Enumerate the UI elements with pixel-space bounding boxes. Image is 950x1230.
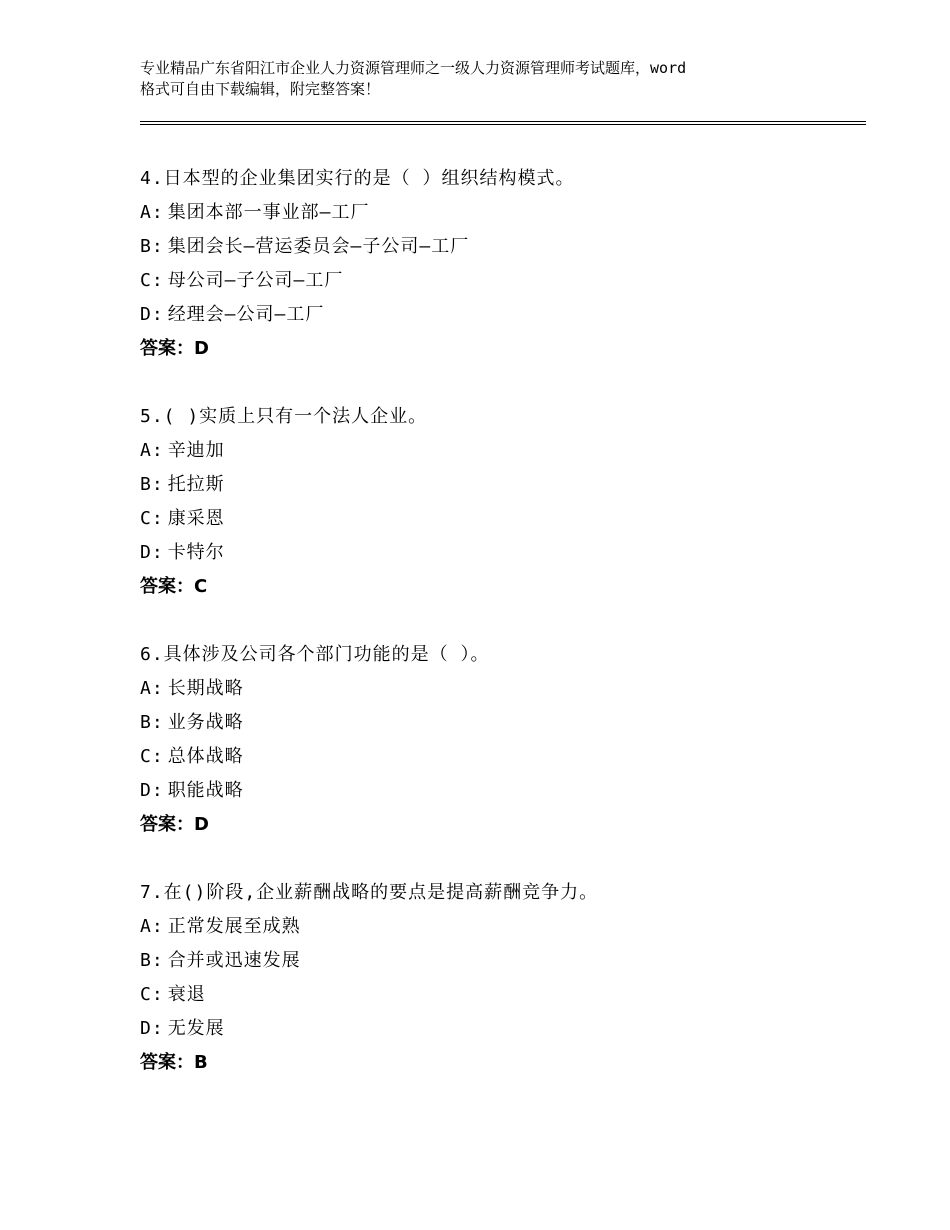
option-key: B: bbox=[140, 950, 164, 971]
option-key: B: bbox=[140, 474, 164, 495]
option-key: B: bbox=[140, 712, 164, 733]
option-key: A: bbox=[140, 678, 164, 699]
question-stem: 5.( )实质上只有一个法人企业。 bbox=[140, 406, 428, 427]
option-a bbox=[140, 196, 860, 230]
header-title-line-2: 格式可自由下载编辑，附完整答案！ bbox=[140, 80, 381, 98]
document-header bbox=[140, 58, 840, 100]
option-text: 职能战略 bbox=[167, 780, 244, 801]
answer-label: 答案：C bbox=[140, 576, 208, 597]
option-key: A: bbox=[140, 440, 164, 461]
option-text: 总体战略 bbox=[167, 746, 244, 767]
header-divider-bottom bbox=[140, 124, 866, 125]
option-a bbox=[140, 672, 860, 706]
option-key: B: bbox=[140, 236, 164, 257]
option-text: 托拉斯 bbox=[167, 474, 225, 495]
option-text: 合并或迅速发展 bbox=[167, 950, 301, 971]
option-text: 集团本部一事业部—工厂 bbox=[167, 202, 370, 223]
option-c bbox=[140, 740, 860, 774]
option-b bbox=[140, 944, 860, 978]
answer-label: 答案：B bbox=[140, 1052, 208, 1073]
question-stem: 4.日本型的企业集团实行的是（ ）组织结构模式。 bbox=[140, 168, 575, 189]
option-b bbox=[140, 230, 860, 264]
option-key: D: bbox=[140, 1018, 164, 1039]
option-d bbox=[140, 1012, 860, 1046]
option-text: 康采恩 bbox=[167, 508, 225, 529]
question-list bbox=[140, 162, 860, 1114]
option-key: C: bbox=[140, 270, 164, 291]
option-key: D: bbox=[140, 780, 164, 801]
option-d bbox=[140, 298, 860, 332]
option-a bbox=[140, 910, 860, 944]
option-text: 卡特尔 bbox=[167, 542, 225, 563]
option-a bbox=[140, 434, 860, 468]
option-d bbox=[140, 774, 860, 808]
option-key: C: bbox=[140, 508, 164, 529]
option-key: C: bbox=[140, 984, 164, 1005]
option-c bbox=[140, 978, 860, 1012]
question-5 bbox=[140, 400, 860, 604]
option-text: 长期战略 bbox=[167, 678, 244, 699]
question-7 bbox=[140, 876, 860, 1080]
answer-label: 答案：D bbox=[140, 814, 209, 835]
option-text: 母公司—子公司—工厂 bbox=[167, 270, 344, 291]
question-6 bbox=[140, 638, 860, 842]
question-stem: 7.在()阶段,企业薪酬战略的要点是提高薪酬竞争力。 bbox=[140, 882, 599, 903]
option-key: D: bbox=[140, 542, 164, 563]
option-key: C: bbox=[140, 746, 164, 767]
header-title-line-1: 专业精品广东省阳江市企业人力资源管理师之一级人力资源管理师考试题库，word bbox=[140, 59, 687, 77]
option-text: 正常发展至成熟 bbox=[167, 916, 301, 937]
question-4 bbox=[140, 162, 860, 366]
header-divider-top bbox=[140, 121, 866, 122]
question-stem: 6.具体涉及公司各个部门功能的是（ ）。 bbox=[140, 644, 490, 665]
option-key: A: bbox=[140, 202, 164, 223]
option-text: 辛迪加 bbox=[167, 440, 225, 461]
option-text: 集团会长—营运委员会—子公司—工厂 bbox=[167, 236, 470, 257]
option-b bbox=[140, 468, 860, 502]
option-text: 业务战略 bbox=[167, 712, 244, 733]
option-text: 无发展 bbox=[167, 1018, 225, 1039]
option-b bbox=[140, 706, 860, 740]
answer-label: 答案：D bbox=[140, 338, 209, 359]
option-key: A: bbox=[140, 916, 164, 937]
option-text: 经理会—公司—工厂 bbox=[167, 304, 325, 325]
option-text: 衰退 bbox=[167, 984, 206, 1005]
option-key: D: bbox=[140, 304, 164, 325]
option-d bbox=[140, 536, 860, 570]
option-c bbox=[140, 502, 860, 536]
option-c bbox=[140, 264, 860, 298]
